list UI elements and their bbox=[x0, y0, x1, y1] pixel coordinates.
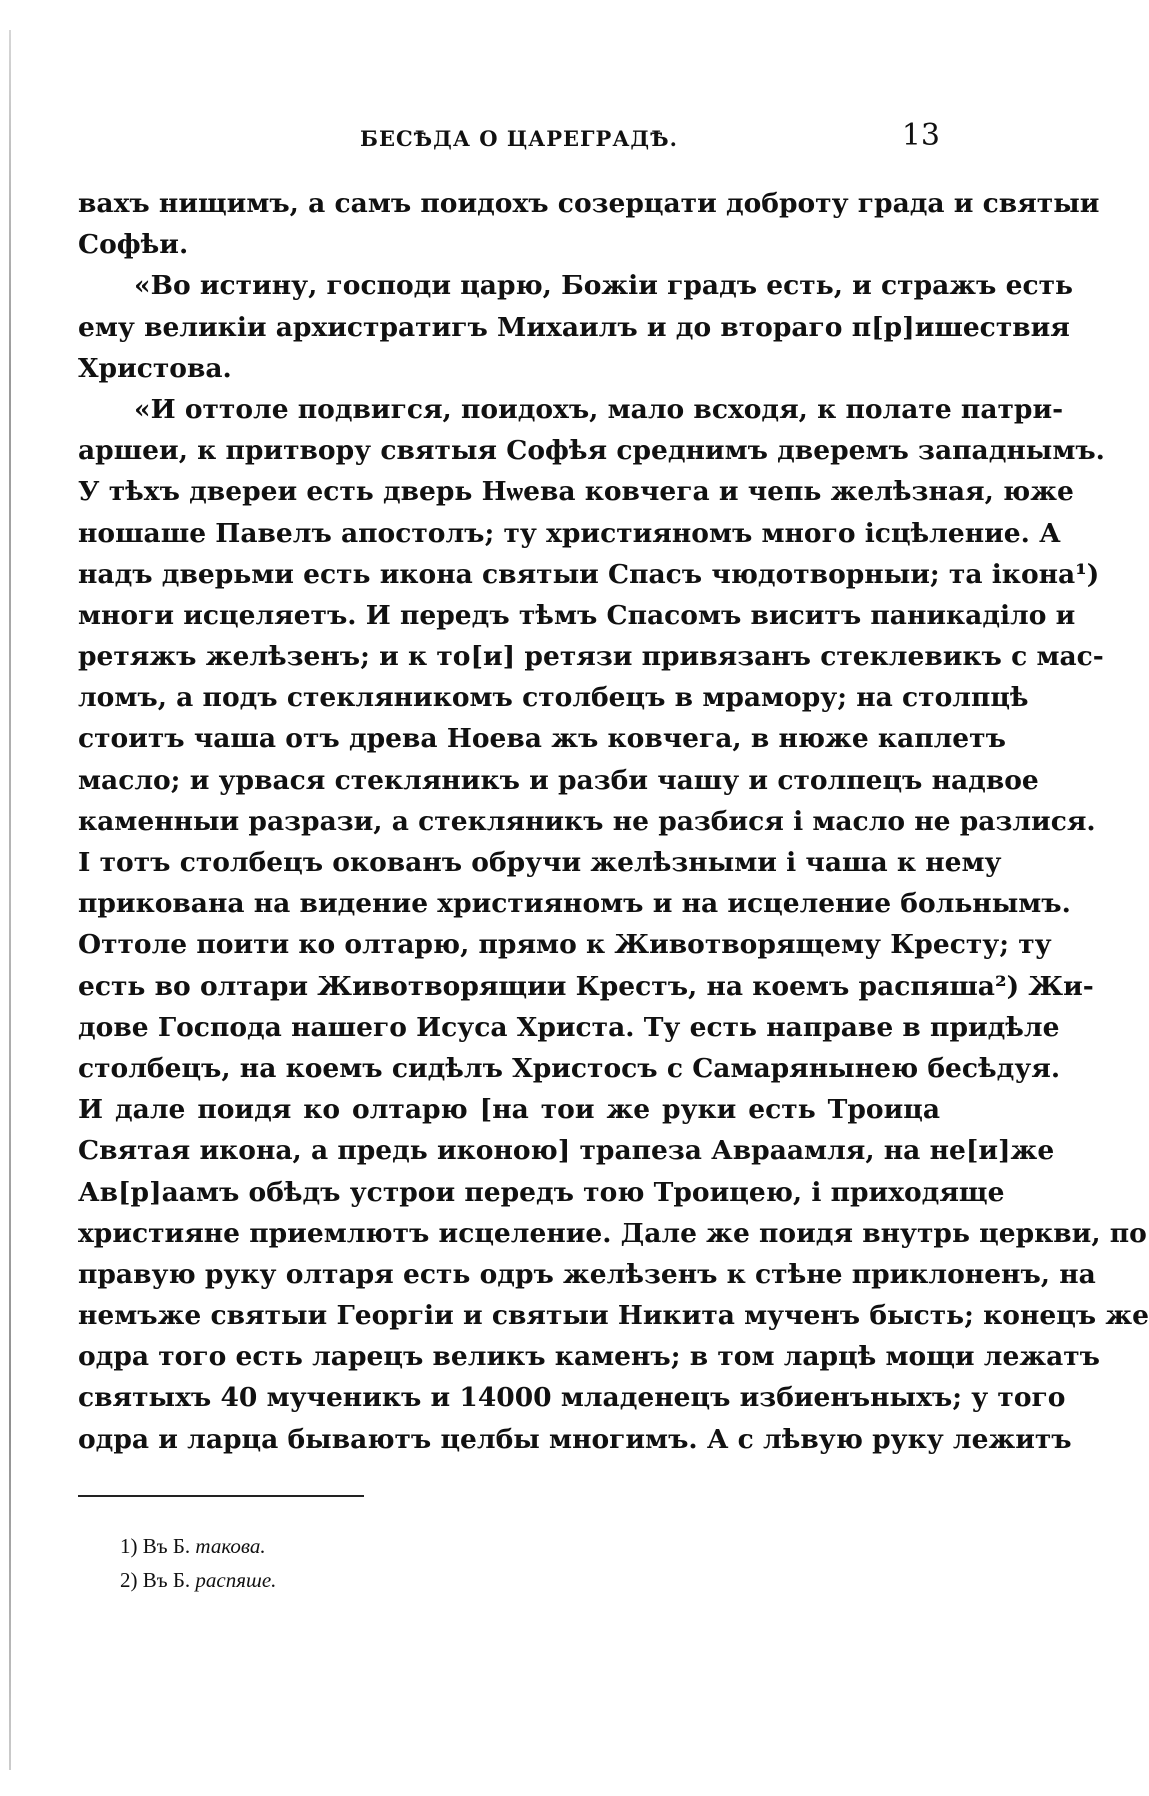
footnote-text: распяше. bbox=[195, 1568, 277, 1592]
text-line: И дале поидя ко олтарю [на тои же руки есть Троица bbox=[78, 1094, 940, 1126]
text-line: правую руку олтаря есть одръ желѣзенъ к стѣне приклоненъ, на bbox=[78, 1258, 1096, 1290]
text-line: столбецъ, на коемъ сидѣлъ Христосъ с Самарянынею бесѣдуя. bbox=[78, 1052, 1061, 1084]
footnote-2 bbox=[120, 1563, 276, 1597]
text-line: Ав[р]аамъ обѣдъ устрои передъ тою Троицею, і приходяще bbox=[78, 1176, 1005, 1208]
text-line: «И оттоле подвигся, поидохъ, мало всходя, к полате патри- bbox=[134, 393, 1064, 425]
text-line: прикована на видение християномъ и на исцеление больнымъ. bbox=[78, 888, 1071, 920]
text-line: Софѣи. bbox=[78, 229, 189, 261]
footnote-marker: 2) Въ Б. bbox=[120, 1568, 191, 1592]
text-line: святыхъ 40 мученикъ и 14000 младенецъ избиенъныхъ; у того bbox=[78, 1382, 1066, 1414]
text-line: есть во олтари Животворящии Крестъ, на коемъ распяша²) Жи- bbox=[78, 970, 1094, 1002]
text-line: І тотъ столбецъ окованъ обручи желѣзными і чаша к нему bbox=[78, 847, 1002, 878]
scan-edge-shadow bbox=[9, 30, 11, 1770]
text-line: Оттоле поити ко олтарю, прямо к Животворящему Кресту; ту bbox=[78, 929, 1052, 961]
text-line: «Во истину, господи царю, Божіи градъ есть, и стражъ есть bbox=[134, 270, 1073, 302]
text-line: ему великіи архистратигъ Михаилъ и до втораго п[р]ишествия bbox=[78, 311, 1070, 343]
page-number: 13 bbox=[901, 118, 940, 153]
footnote-marker: 1) Въ Б. bbox=[120, 1534, 191, 1558]
text-line: масло; и урвася стекляникъ и разби чашу и столпецъ надвое bbox=[78, 764, 1039, 796]
page-header bbox=[78, 118, 940, 158]
text-line: У тѣхъ двереи есть дверь Нѡева ковчега и чепь желѣзная, юже bbox=[78, 476, 1074, 508]
text-line: ретяжъ желѣзенъ; и к то[и] ретязи привязанъ стеклевикъ с мас- bbox=[78, 641, 1104, 673]
text-line: Святая икона, а предь иконою] трапеза Авраамля, на не[и]же bbox=[78, 1135, 1055, 1167]
text-line: християне приемлютъ исцеление. Дале же поидя внутрь церкви, по bbox=[78, 1217, 1147, 1249]
text-line: многи исцеляетъ. И передъ тѣмъ Спасомъ виситъ паникаділо и bbox=[78, 599, 1076, 631]
footnote-1 bbox=[120, 1529, 276, 1563]
text-line: немъже святыи Георгіи и святыи Никита мученъ бысть; конецъ же bbox=[78, 1300, 1149, 1332]
running-title: БЕСѢДА О ЦАРЕГРАДѢ. bbox=[360, 126, 678, 151]
text-line: дове Господа нашего Исуса Христа. Ту есть направе в придѣле bbox=[78, 1011, 1060, 1043]
body-text bbox=[78, 183, 1149, 1460]
text-line: вахъ нищимъ, а самъ поидохъ созерцати доброту града и святыи bbox=[78, 188, 1100, 219]
text-line: надъ дверьми есть икона святыи Спасъ чюдотворныи; та ікона¹) bbox=[78, 558, 1100, 590]
footnotes bbox=[120, 1529, 276, 1597]
text-line: одра и ларца бываютъ целбы многимъ. А с лѣвую руку лежитъ bbox=[78, 1423, 1072, 1455]
footnote-rule bbox=[78, 1495, 364, 1497]
text-line: Христова. bbox=[78, 352, 232, 384]
text-line: каменныи разрази, а стекляникъ не разбися і масло не разлися. bbox=[78, 805, 1096, 837]
text-line: ношаше Павелъ апостолъ; ту християномъ много ісцѣление. А bbox=[78, 517, 1061, 549]
text-line: аршеи, к притвору святыя Софѣя среднимъ дверемъ западнымъ. bbox=[78, 435, 1105, 467]
footnote-text: такова. bbox=[195, 1534, 266, 1558]
text-line: ломъ, а подъ стекляникомъ столбецъ в мрамору; на столпцѣ bbox=[78, 682, 1029, 714]
text-line: одра того есть ларецъ великъ каменъ; в том ларцѣ мощи лежатъ bbox=[78, 1341, 1100, 1373]
text-line: стоитъ чаша отъ древа Ноева жъ ковчега, в нюже каплетъ bbox=[78, 723, 1006, 755]
